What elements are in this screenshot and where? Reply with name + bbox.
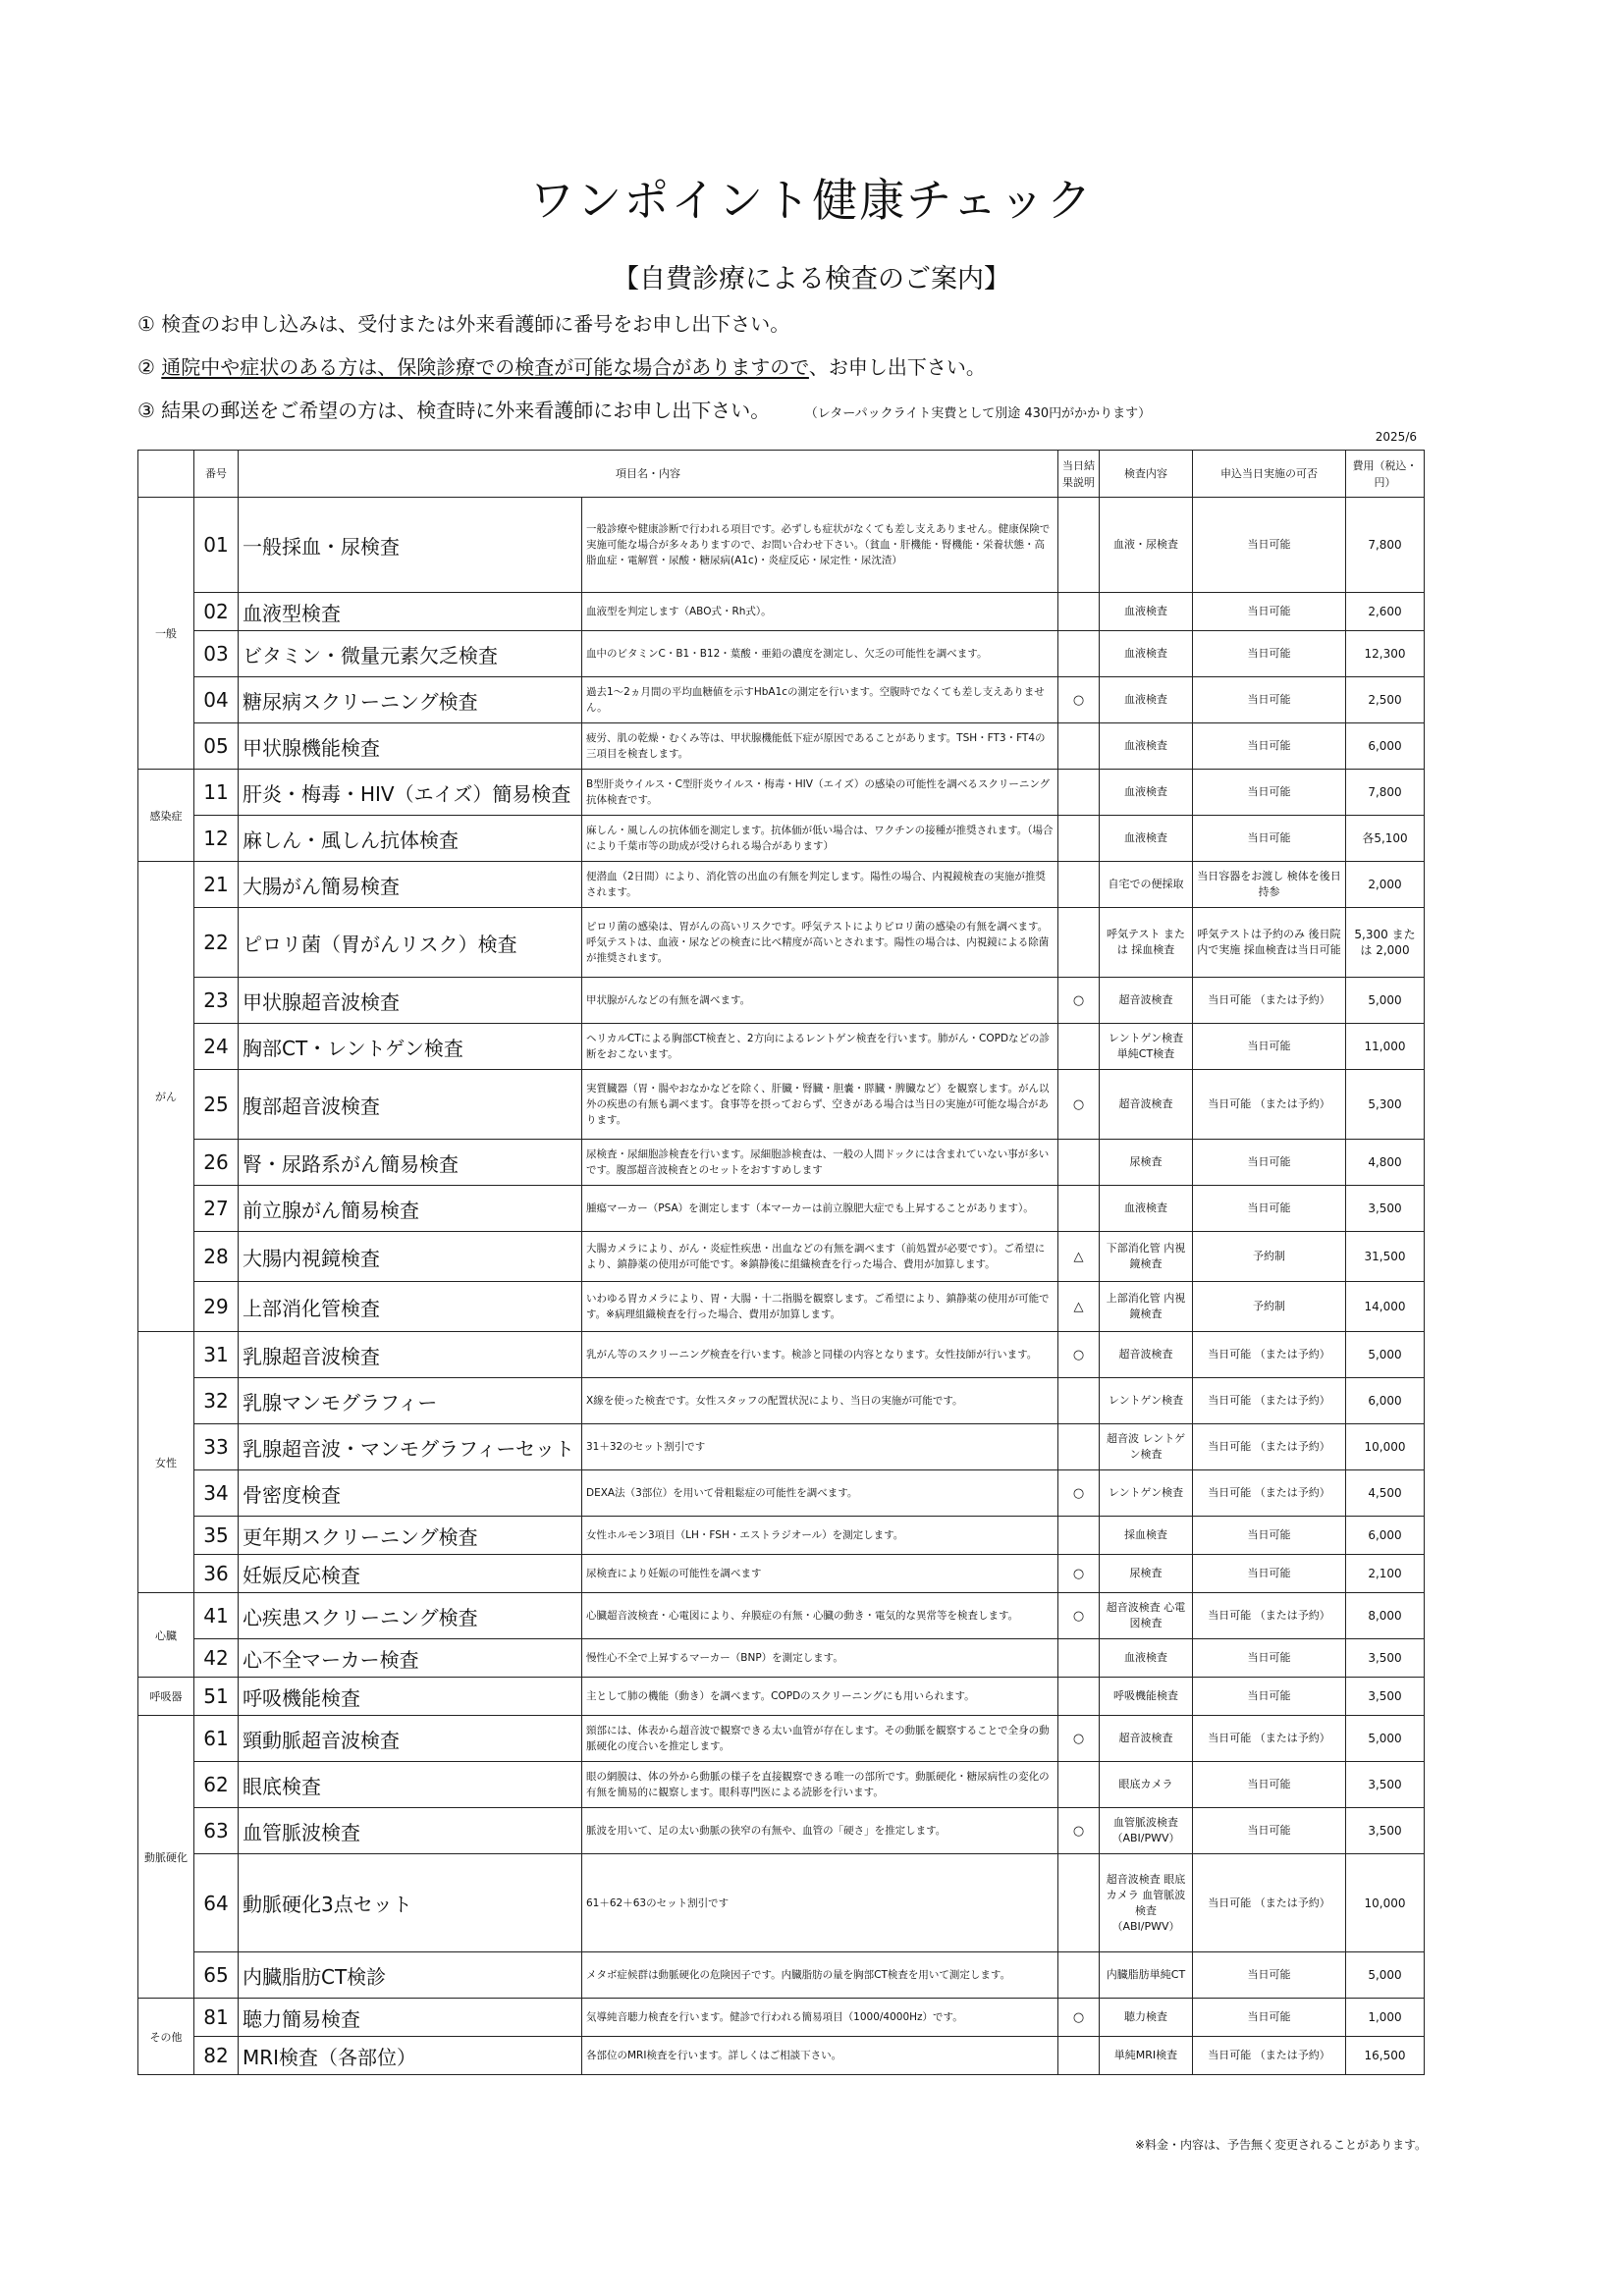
table-row: [138, 978, 1425, 1024]
exam-number: 61: [194, 1716, 239, 1762]
exam-number: 25: [194, 1070, 239, 1140]
exam-fee: 5,000: [1346, 1716, 1425, 1762]
exam-name: 上部消化管検査: [239, 1282, 582, 1332]
exam-content: 眼底カメラ: [1100, 1762, 1193, 1808]
same-day-availability: 当日可能: [1193, 498, 1346, 593]
exam-description: 31＋32のセット割引です: [582, 1424, 1058, 1470]
exam-content: 超音波検査 眼底カメラ 血管脈波検査 （ABI/PWV）: [1100, 1854, 1193, 1952]
exam-content: レントゲン検査 単純CT検査: [1100, 1024, 1193, 1070]
header-category: [138, 451, 194, 498]
exam-content: 超音波検査 心電図検査: [1100, 1593, 1193, 1639]
same-day-availability: 当日可能 （または予約）: [1193, 2037, 1346, 2075]
exam-fee: 6,000: [1346, 1378, 1425, 1424]
category-label: 一般: [138, 498, 194, 770]
exam-name: 心不全マーカー検査: [239, 1639, 582, 1678]
same-day-availability: 当日可能: [1193, 1639, 1346, 1678]
same-day-result-mark: [1058, 1854, 1100, 1952]
same-day-result-mark: ○: [1058, 1332, 1100, 1378]
exam-name: 大腸がん簡易検査: [239, 862, 582, 908]
same-day-result-mark: [1058, 498, 1100, 593]
exam-description: DEXA法（3部位）を用いて骨粗鬆症の可能性を調べます。: [582, 1470, 1058, 1517]
same-day-result-mark: ○: [1058, 1808, 1100, 1854]
same-day-result-mark: [1058, 1140, 1100, 1186]
exam-fee: 5,000: [1346, 1332, 1425, 1378]
exam-content: 採血検査: [1100, 1517, 1193, 1555]
exam-number: 81: [194, 1999, 239, 2037]
exam-description: いわゆる胃カメラにより、胃・大腸・十二指腸を観察します。ご希望により、鎮静薬の使用が可能です。※病理組織検査を行った場合、費用が加算します。: [582, 1282, 1058, 1332]
same-day-availability: 当日可能: [1193, 723, 1346, 770]
exam-content: 呼吸機能検査: [1100, 1678, 1193, 1716]
exam-number: 64: [194, 1854, 239, 1952]
table-row: [138, 498, 1425, 593]
same-day-availability: 当日容器をお渡し 検体を後日持参: [1193, 862, 1346, 908]
exam-description: 便潜血（2日間）により、消化管の出血の有無を判定します。陽性の場合、内視鏡検査の実施が推奨されます。: [582, 862, 1058, 908]
exam-description: 甲状腺がんなどの有無を調べます。: [582, 978, 1058, 1024]
table-row: [138, 1070, 1425, 1140]
table-row: [138, 1470, 1425, 1517]
exam-description: 実質臓器（胃・腸やおなかなどを除く、肝臓・腎臓・胆嚢・膵臓・脾臓など）を観察します。がん以外の疾患の有無も調べます。食事等を摂っておらず、空きがある場合は当日の実施が可能な場合があります。: [582, 1070, 1058, 1140]
exam-content: 上部消化管 内視鏡検査: [1100, 1282, 1193, 1332]
exam-number: 12: [194, 816, 239, 862]
exam-number: 42: [194, 1639, 239, 1678]
exam-number: 27: [194, 1186, 239, 1232]
exam-content: 内臓脂肪単純CT: [1100, 1952, 1193, 1999]
exam-name: 心疾患スクリーニング検査: [239, 1593, 582, 1639]
exam-description: 一般診療や健康診断で行われる項目です。必ずしも症状がなくても差し支えありません。健康保険で実施可能な場合が多々ありますので、お問い合わせ下さい。（貧血・肝機能・腎機能・栄養状態・高脂血症・電解質・尿酸・糖尿病(A1c)・炎症反応・尿定性・尿沈渣）: [582, 498, 1058, 593]
exam-content: 超音波検査: [1100, 1332, 1193, 1378]
exam-number: 01: [194, 498, 239, 593]
same-day-result-mark: [1058, 862, 1100, 908]
same-day-availability: 当日可能: [1193, 816, 1346, 862]
exam-description: 麻しん・風しんの抗体価を測定します。抗体価が低い場合は、ワクチンの接種が推奨されます。（場合により千葉市等の助成が受けられる場合があります）: [582, 816, 1058, 862]
table-row: [138, 1024, 1425, 1070]
note-2-underlined: 通院中や症状のある方は、保険診療での検査が可能な場合がありますので: [161, 355, 809, 379]
same-day-result-mark: [1058, 1952, 1100, 1999]
exam-content: 血液・尿検査: [1100, 498, 1193, 593]
table-row: [138, 1282, 1425, 1332]
table-row: [138, 1854, 1425, 1952]
category-label: 感染症: [138, 770, 194, 862]
exam-description: 慢性心不全で上昇するマーカー（BNP）を測定します。: [582, 1639, 1058, 1678]
table-row: [138, 1378, 1425, 1424]
exam-fee: 5,300: [1346, 1070, 1425, 1140]
same-day-availability: 当日可能: [1193, 1999, 1346, 2037]
exam-name: ビタミン・微量元素欠乏検査: [239, 631, 582, 677]
table-row: [138, 1678, 1425, 1716]
exam-name: 甲状腺機能検査: [239, 723, 582, 770]
exam-description: 気導純音聴力検査を行います。健診で行われる簡易項目（1000/4000Hz）です。: [582, 1999, 1058, 2037]
exam-name: 血液型検査: [239, 593, 582, 631]
exam-fee: 3,500: [1346, 1678, 1425, 1716]
same-day-result-mark: [1058, 1378, 1100, 1424]
exam-number: 02: [194, 593, 239, 631]
exam-fee: 2,000: [1346, 862, 1425, 908]
exam-number: 36: [194, 1555, 239, 1593]
exam-number: 51: [194, 1678, 239, 1716]
same-day-result-mark: ○: [1058, 1070, 1100, 1140]
exam-content: レントゲン検査: [1100, 1470, 1193, 1517]
exam-description: 血中のビタミンC・B1・B12・葉酸・亜鉛の濃度を測定し、欠乏の可能性を調べます。: [582, 631, 1058, 677]
exam-content: 尿検査: [1100, 1140, 1193, 1186]
exam-content: 血液検査: [1100, 1639, 1193, 1678]
table-row: [138, 1424, 1425, 1470]
exam-name: 眼底検査: [239, 1762, 582, 1808]
same-day-availability: 当日可能: [1193, 1952, 1346, 1999]
same-day-result-mark: ○: [1058, 1555, 1100, 1593]
exam-number: 62: [194, 1762, 239, 1808]
same-day-result-mark: [1058, 1186, 1100, 1232]
same-day-availability: 当日可能 （または予約）: [1193, 978, 1346, 1024]
exam-content: 超音波 レントゲン検査: [1100, 1424, 1193, 1470]
exam-fee: 3,500: [1346, 1639, 1425, 1678]
table-row: [138, 1762, 1425, 1808]
exam-description: 女性ホルモン3項目（LH・FSH・エストラジオール）を測定します。: [582, 1517, 1058, 1555]
same-day-result-mark: [1058, 593, 1100, 631]
same-day-result-mark: ○: [1058, 978, 1100, 1024]
exam-number: 21: [194, 862, 239, 908]
exam-fee: 6,000: [1346, 723, 1425, 770]
table-row: [138, 1517, 1425, 1555]
exam-description: メタボ症候群は動脈硬化の危険因子です。内臓脂肪の量を胸部CT検査を用いて測定します。: [582, 1952, 1058, 1999]
exam-name: 肝炎・梅毒・HIV（エイズ）簡易検査: [239, 770, 582, 816]
exam-number: 29: [194, 1282, 239, 1332]
exam-number: 04: [194, 677, 239, 723]
table-row: [138, 862, 1425, 908]
exam-fee: 3,500: [1346, 1762, 1425, 1808]
exam-name: 胸部CT・レントゲン検査: [239, 1024, 582, 1070]
exam-fee: 11,000: [1346, 1024, 1425, 1070]
exam-description: X線を使った検査です。女性スタッフの配置状況により、当日の実施が可能です。: [582, 1378, 1058, 1424]
same-day-availability: 当日可能 （または予約）: [1193, 1470, 1346, 1517]
exam-content: 血液検査: [1100, 631, 1193, 677]
exam-name: 骨密度検査: [239, 1470, 582, 1517]
exam-description: 頸部には、体表から超音波で観察できる太い血管が存在します。その動脈を観察することで全身の動脈硬化の度合いを推定します。: [582, 1716, 1058, 1762]
exam-fee: 5,300 または 2,000: [1346, 908, 1425, 978]
note-1: ① 検査のお申し込みは、受付または外来看護師に番号をお申し出下さい。: [137, 312, 790, 336]
same-day-availability: 当日可能: [1193, 593, 1346, 631]
same-day-result-mark: [1058, 816, 1100, 862]
exam-content: 尿検査: [1100, 1555, 1193, 1593]
table-row: [138, 1332, 1425, 1378]
same-day-availability: 当日可能: [1193, 1678, 1346, 1716]
issue-date: 2025/6: [1375, 430, 1417, 444]
same-day-result-mark: [1058, 908, 1100, 978]
exam-fee: 5,000: [1346, 1952, 1425, 1999]
exam-name: 血管脈波検査: [239, 1808, 582, 1854]
exam-number: 11: [194, 770, 239, 816]
exam-content: 血液検査: [1100, 723, 1193, 770]
exam-description: ヘリカルCTによる胸部CT検査と、2方向によるレントゲン検査を行います。肺がん・COPDなどの診断をおこないます。: [582, 1024, 1058, 1070]
same-day-result-mark: ○: [1058, 1999, 1100, 2037]
exam-description: B型肝炎ウイルス・C型肝炎ウイルス・梅毒・HIV（エイズ）の感染の可能性を調べるスクリーニング抗体検査です。: [582, 770, 1058, 816]
same-day-result-mark: [1058, 1517, 1100, 1555]
same-day-availability: 当日可能: [1193, 1808, 1346, 1854]
exam-fee: 7,800: [1346, 770, 1425, 816]
exam-content: 超音波検査: [1100, 1716, 1193, 1762]
exam-fee: 6,000: [1346, 1517, 1425, 1555]
exam-fee: 10,000: [1346, 1424, 1425, 1470]
exam-number: 03: [194, 631, 239, 677]
header-fee: 費用（税込・円）: [1346, 451, 1425, 498]
exam-number: 34: [194, 1470, 239, 1517]
postage-note: （レターパックライト実費として別途 430円がかかります）: [811, 406, 1152, 421]
exam-name: 聴力簡易検査: [239, 1999, 582, 2037]
exam-description: 主として肺の機能（動き）を調べます。COPDのスクリーニングにも用いられます。: [582, 1678, 1058, 1716]
note-2: [137, 351, 986, 380]
header-number: 番号: [194, 451, 239, 498]
table-row: [138, 1952, 1425, 1999]
exam-fee: 4,800: [1346, 1140, 1425, 1186]
table-row: [138, 1186, 1425, 1232]
same-day-availability: 当日可能 （または予約）: [1193, 1332, 1346, 1378]
exam-fee: 2,500: [1346, 677, 1425, 723]
same-day-result-mark: [1058, 1762, 1100, 1808]
header-item: 項目名・内容: [239, 451, 1058, 498]
exam-description: 尿検査・尿細胞診検査を行います。尿細胞診検査は、一般の人間ドックには含まれていない事が多いです。腹部超音波検査とのセットをおすすめします: [582, 1140, 1058, 1186]
exam-content: 超音波検査: [1100, 978, 1193, 1024]
same-day-result-mark: [1058, 631, 1100, 677]
exam-content: 下部消化管 内視鏡検査: [1100, 1232, 1193, 1282]
table-row: [138, 1555, 1425, 1593]
exam-name: MRI検査（各部位）: [239, 2037, 582, 2075]
table-row: [138, 593, 1425, 631]
exam-number: 24: [194, 1024, 239, 1070]
exam-content: 聴力検査: [1100, 1999, 1193, 2037]
exam-number: 23: [194, 978, 239, 1024]
exam-fee: 7,800: [1346, 498, 1425, 593]
exam-content: 血液検査: [1100, 1186, 1193, 1232]
exam-fee: 1,000: [1346, 1999, 1425, 2037]
same-day-result-mark: ○: [1058, 1593, 1100, 1639]
same-day-availability: 当日可能: [1193, 1024, 1346, 1070]
same-day-result-mark: [1058, 1424, 1100, 1470]
exam-number: 82: [194, 2037, 239, 2075]
same-day-result-mark: [1058, 723, 1100, 770]
category-label: その他: [138, 1999, 194, 2075]
exam-fee: 12,300: [1346, 631, 1425, 677]
exam-name: 内臓脂肪CT検診: [239, 1952, 582, 1999]
same-day-availability: 当日可能: [1193, 1555, 1346, 1593]
exam-description: ピロリ菌の感染は、胃がんの高いリスクです。呼気テストによりピロリ菌の感染の有無を調べます。呼気テストは、血液・尿などの検査に比べ精度が高いとされます。陽性の場合は、内視鏡による除菌が推奨されます。: [582, 908, 1058, 978]
page-subtitle: 【自費診療による検査のご案内】: [613, 264, 1010, 294]
table-row: [138, 631, 1425, 677]
same-day-availability: 当日可能: [1193, 1140, 1346, 1186]
exam-number: 41: [194, 1593, 239, 1639]
same-day-availability: 当日可能 （または予約）: [1193, 1424, 1346, 1470]
exam-content: 血管脈波検査 （ABI/PWV）: [1100, 1808, 1193, 1854]
exam-fee: 3,500: [1346, 1808, 1425, 1854]
exam-fee: 16,500: [1346, 2037, 1425, 2075]
same-day-result-mark: [1058, 1024, 1100, 1070]
footnote: ※料金・内容は、予告無く変更されることがあります。: [1134, 2138, 1427, 2152]
exam-fee: 4,500: [1346, 1470, 1425, 1517]
same-day-result-mark: ○: [1058, 1470, 1100, 1517]
exam-number: 63: [194, 1808, 239, 1854]
exam-description: 心臓超音波検査・心電図により、弁膜症の有無・心臓の動き・電気的な異常等を検査します。: [582, 1593, 1058, 1639]
table-row: [138, 1593, 1425, 1639]
exam-description: 大腸カメラにより、がん・炎症性疾患・出血などの有無を調べます（前処置が必要です）。ご希望により、鎮静薬の使用が可能です。※鎮静後に組織検査を行った場合、費用が加算します。: [582, 1232, 1058, 1282]
same-day-availability: 当日可能: [1193, 1762, 1346, 1808]
exam-content: 呼気テスト または 採血検査: [1100, 908, 1193, 978]
table-row: [138, 1639, 1425, 1678]
exam-number: 33: [194, 1424, 239, 1470]
exam-table-body: [138, 498, 1425, 2075]
exam-content: 自宅での便採取: [1100, 862, 1193, 908]
same-day-availability: 当日可能 （または予約）: [1193, 1070, 1346, 1140]
table-row: [138, 770, 1425, 816]
same-day-availability: 当日可能: [1193, 1186, 1346, 1232]
exam-content: レントゲン検査: [1100, 1378, 1193, 1424]
exam-fee: 10,000: [1346, 1854, 1425, 1952]
exam-name: 麻しん・風しん抗体検査: [239, 816, 582, 862]
table-row: [138, 1232, 1425, 1282]
table-row: [138, 908, 1425, 978]
exam-content: 血液検査: [1100, 593, 1193, 631]
header-content: 検査内容: [1100, 451, 1193, 498]
exam-name: 前立腺がん簡易検査: [239, 1186, 582, 1232]
exam-number: 31: [194, 1332, 239, 1378]
table-row: [138, 816, 1425, 862]
exam-content: 血液検査: [1100, 677, 1193, 723]
exam-name: 甲状腺超音波検査: [239, 978, 582, 1024]
same-day-result-mark: [1058, 1639, 1100, 1678]
table-row: [138, 1999, 1425, 2037]
note-3-text: ③ 結果の郵送をご希望の方は、検査時に外来看護師にお申し出下さい。: [137, 399, 771, 422]
same-day-availability: 当日可能 （または予約）: [1193, 1593, 1346, 1639]
category-label: 呼吸器: [138, 1678, 194, 1716]
same-day-result-mark: ○: [1058, 677, 1100, 723]
exam-content: 単純MRI検査: [1100, 2037, 1193, 2075]
exam-name: 呼吸機能検査: [239, 1678, 582, 1716]
exam-number: 65: [194, 1952, 239, 1999]
exam-description: 過去1～2ヵ月間の平均血糖値を示すHbA1cの測定を行います。空腹時でなくても差し支えありません。: [582, 677, 1058, 723]
exam-description: 尿検査により妊娠の可能性を調べます: [582, 1555, 1058, 1593]
table-row: [138, 2037, 1425, 2075]
category-label: 女性: [138, 1332, 194, 1593]
exam-description: 乳がん等のスクリーニング検査を行います。検診と同様の内容となります。女性技師が行います。: [582, 1332, 1058, 1378]
same-day-availability: 当日可能 （または予約）: [1193, 1378, 1346, 1424]
exam-name: 大腸内視鏡検査: [239, 1232, 582, 1282]
same-day-result-mark: ○: [1058, 1716, 1100, 1762]
exam-number: 05: [194, 723, 239, 770]
exam-name: 乳腺超音波検査: [239, 1332, 582, 1378]
exam-name: 乳腺超音波・マンモグラフィーセット: [239, 1424, 582, 1470]
exam-fee: 31,500: [1346, 1232, 1425, 1282]
table-row: [138, 1716, 1425, 1762]
category-label: 心臓: [138, 1593, 194, 1678]
exam-name: 妊娠反応検査: [239, 1555, 582, 1593]
same-day-result-mark: [1058, 2037, 1100, 2075]
same-day-result-mark: [1058, 770, 1100, 816]
exam-description: 腫瘍マーカー（PSA）を測定します（本マーカーは前立腺肥大症でも上昇することがあります）。: [582, 1186, 1058, 1232]
note-2-prefix: ②: [137, 355, 162, 379]
table-row: [138, 723, 1425, 770]
exam-name: 糖尿病スクリーニング検査: [239, 677, 582, 723]
exam-description: 脈波を用いて、足の太い動脈の狭窄の有無や、血管の「硬さ」を推定します。: [582, 1808, 1058, 1854]
same-day-availability: 呼気テストは予約のみ 後日院内で実施 採血検査は当日可能: [1193, 908, 1346, 978]
same-day-availability: 当日可能: [1193, 677, 1346, 723]
same-day-availability: 当日可能: [1193, 770, 1346, 816]
exam-content: 超音波検査: [1100, 1070, 1193, 1140]
note-3: [137, 395, 1151, 423]
exam-name: ピロリ菌（胃がんリスク）検査: [239, 908, 582, 978]
exam-number: 26: [194, 1140, 239, 1186]
same-day-availability: 予約制: [1193, 1282, 1346, 1332]
exam-description: 血液型を判定します（ABO式・Rh式）。: [582, 593, 1058, 631]
exam-name: 乳腺マンモグラフィー: [239, 1378, 582, 1424]
exam-fee: 8,000: [1346, 1593, 1425, 1639]
exam-fee: 各5,100: [1346, 816, 1425, 862]
exam-name: 動脈硬化3点セット: [239, 1854, 582, 1952]
page-title: ワンポイント健康チェック: [529, 174, 1094, 227]
exam-fee: 5,000: [1346, 978, 1425, 1024]
same-day-result-mark: △: [1058, 1232, 1100, 1282]
exam-fee: 14,000: [1346, 1282, 1425, 1332]
exam-fee: 3,500: [1346, 1186, 1425, 1232]
exam-fee: 2,600: [1346, 593, 1425, 631]
exam-name: 更年期スクリーニング検査: [239, 1517, 582, 1555]
table-header-row: [138, 451, 1425, 498]
note-2-suffix: 、お申し出下さい。: [808, 355, 986, 379]
same-day-availability: 当日可能 （または予約）: [1193, 1854, 1346, 1952]
exam-description: 疲労、肌の乾燥・むくみ等は、甲状腺機能低下症が原因であることがあります。TSH・FT3・FT4の三項目を検査します。: [582, 723, 1058, 770]
exam-number: 35: [194, 1517, 239, 1555]
exam-number: 28: [194, 1232, 239, 1282]
same-day-result-mark: △: [1058, 1282, 1100, 1332]
exam-description: 61＋62＋63のセット割引です: [582, 1854, 1058, 1952]
header-same-day: 当日結果説明: [1058, 451, 1100, 498]
same-day-availability: 当日可能: [1193, 631, 1346, 677]
exam-name: 腎・尿路系がん簡易検査: [239, 1140, 582, 1186]
exam-number: 22: [194, 908, 239, 978]
exam-name: 腹部超音波検査: [239, 1070, 582, 1140]
exam-description: 各部位のMRI検査を行います。詳しくはご相談下さい。: [582, 2037, 1058, 2075]
same-day-availability: 当日可能: [1193, 1517, 1346, 1555]
exam-table: [137, 450, 1425, 2075]
table-row: [138, 1808, 1425, 1854]
table-row: [138, 1140, 1425, 1186]
exam-content: 血液検査: [1100, 816, 1193, 862]
exam-name: 一般採血・尿検査: [239, 498, 582, 593]
same-day-availability: 予約制: [1193, 1232, 1346, 1282]
same-day-availability: 当日可能 （または予約）: [1193, 1716, 1346, 1762]
same-day-result-mark: [1058, 1678, 1100, 1716]
exam-content: 血液検査: [1100, 770, 1193, 816]
exam-description: 眼の網膜は、体の外から動脈の様子を直接観察できる唯一の部所です。動脈硬化・糖尿病性の変化の有無を簡易的に観察します。眼科専門医による読影を行います。: [582, 1762, 1058, 1808]
exam-fee: 2,100: [1346, 1555, 1425, 1593]
exam-name: 頸動脈超音波検査: [239, 1716, 582, 1762]
exam-number: 32: [194, 1378, 239, 1424]
header-availability: 申込当日実施の可否: [1193, 451, 1346, 498]
category-label: がん: [138, 862, 194, 1332]
table-row: [138, 677, 1425, 723]
category-label: 動脈硬化: [138, 1716, 194, 1999]
